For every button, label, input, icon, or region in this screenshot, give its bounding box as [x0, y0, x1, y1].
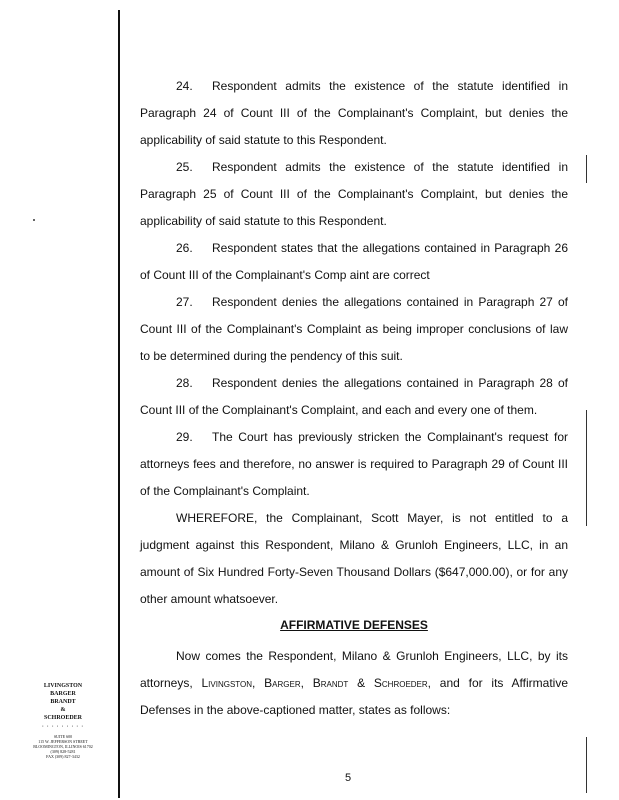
firm-address-line: BLOOMINGTON, ILLINOIS 61702: [33, 744, 93, 749]
paragraph-text: Respondent denies the allegations contained in Paragraph 27 of Count III of the Complainant's Complaint as being improper conclusions of law to be determined during the pendency of this suit.: [140, 295, 568, 363]
closing-lead: Now comes the Respondent, Milano & Grunloh Engineers, LLC, by its attorneys,: [140, 649, 568, 690]
firm-address-line: SUITE 600: [53, 734, 73, 739]
firm-address-line: 115 W. JEFFERSON STREET: [38, 739, 88, 744]
section-heading: AFFIRMATIVE DEFENSES: [280, 618, 428, 632]
paragraph-number: 25.: [176, 160, 193, 174]
paragraph-number: 26.: [176, 241, 193, 255]
paragraph-text: The Court has previously stricken the Complainant's request for attorneys fees and therefore, no answer is required to Paragraph 29 of Count III of the Complainant's Complaint.: [140, 430, 568, 498]
paragraph-28: [140, 370, 568, 424]
paragraph-text: Respondent admits the existence of the statute identified in Paragraph 24 of Count III of the Complainant's Complaint, but denies the applicability of said statute to this Respondent.: [140, 79, 568, 147]
wherefore-text: WHEREFORE, the Complainant, Scott Mayer, is not entitled to a judgment against this Respondent, Milano & Grunloh Engineers, LLC, in an amount of Six Hundred Forty-Seven Thousand Dollars ($647,000.00), or for any other amount whatsoever.: [140, 511, 568, 606]
firm-name-line: &: [60, 707, 66, 713]
left-margin-rule: [118, 10, 120, 798]
scan-speck: [33, 219, 35, 221]
firm-name-line: LIVINGSTON: [43, 683, 83, 689]
paragraph-number: 24.: [176, 79, 193, 93]
paragraph-24: [140, 73, 568, 154]
paragraph-text: Respondent states that the allegations contained in Paragraph 26 of Count III of the Complainant's Comp aint are correct: [140, 241, 568, 282]
wherefore-clause: [140, 505, 568, 613]
paragraph-25: [140, 154, 568, 235]
paragraph-number: 27.: [176, 295, 193, 309]
firm-letterhead: [22, 682, 104, 759]
law-firm-name: Livingston, Barger, Brandt & Schroeder: [201, 676, 428, 690]
firm-name-line: BRANDT: [50, 699, 76, 705]
paragraph-26: [140, 235, 568, 289]
firm-address-line: FAX (309) 827-3432: [46, 754, 80, 759]
right-margin-mark: [586, 737, 587, 793]
closing-tail: , and for its Affirmative Defenses in the above-captioned matter, states as follows:: [140, 676, 568, 717]
firm-separator: · · · · · · · · ·: [41, 725, 84, 730]
right-margin-mark: [586, 155, 587, 183]
closing-paragraph: [140, 643, 568, 724]
firm-name-line: BARGER: [50, 691, 76, 697]
paragraph-text: Respondent denies the allegations contained in Paragraph 28 of Count III of the Complainant's Complaint, and each and every one of them.: [140, 376, 568, 417]
page-number: 5: [345, 772, 352, 784]
paragraph-29: [140, 424, 568, 505]
right-margin-mark: [586, 410, 587, 526]
paragraph-number: 28.: [176, 376, 193, 390]
firm-address-line: (309) 828-5281: [50, 749, 76, 754]
paragraph-text: Respondent admits the existence of the statute identified in Paragraph 25 of Count III of the Complainant's Complaint, but denies the applicability of said statute to this Respondent.: [140, 160, 568, 228]
firm-name-line: SCHROEDER: [43, 715, 82, 721]
paragraph-number: 29.: [176, 430, 193, 444]
paragraph-27: [140, 289, 568, 370]
